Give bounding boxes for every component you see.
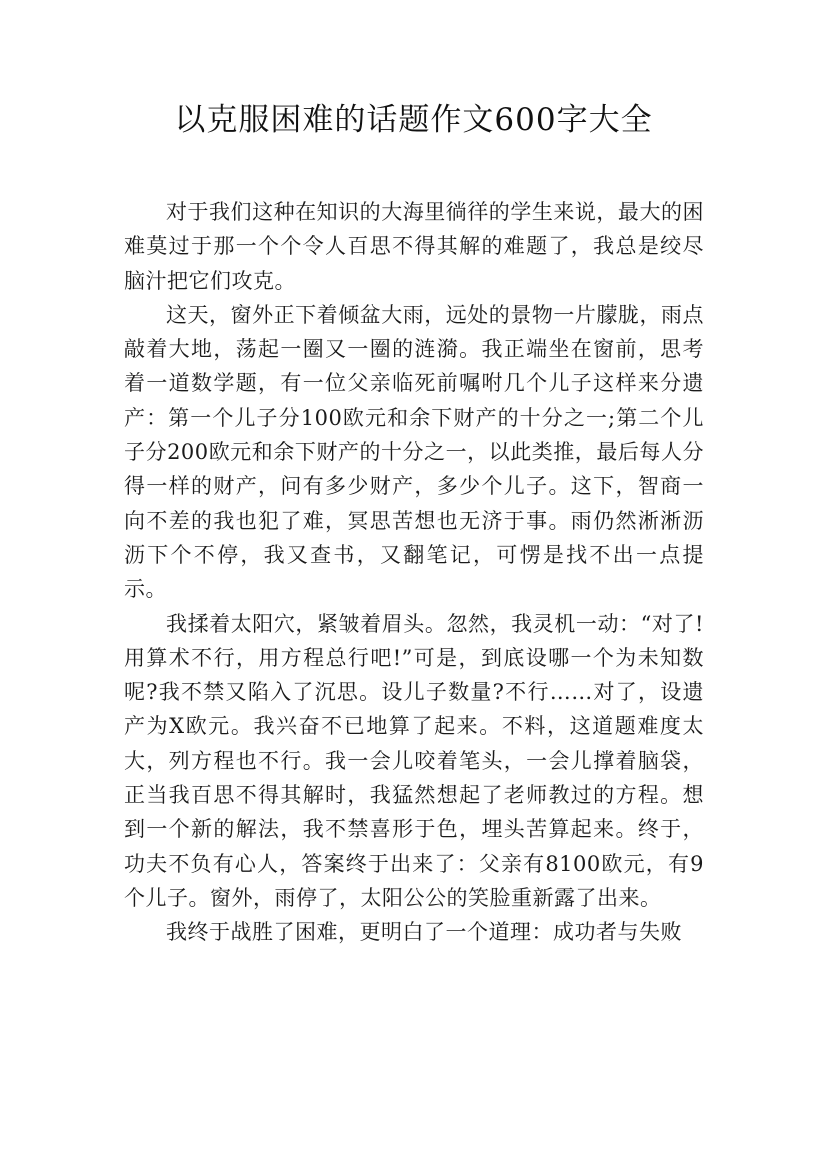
document-title: 以克服困难的话题作文600字大全 xyxy=(174,102,653,138)
paragraph: 这天，窗外正下着倾盆大雨，远处的景物一片朦胧，雨点敲着大地，荡起一圈又一圈的涟漪。我正端坐在窗前，思考着一道数学题，有一位父亲临死前嘱咐几个儿子这样来分遗产：第一个儿子分100欧元和余下财产的十分之一;第二个儿子分200欧元和余下财产的十分之一，以此类推，最后每人分得一样的财产，问有多少财产，多少个儿子。这下，智商一向不差的我也犯了难，冥思苦想也无济于事。雨仍然淅淅沥沥下个不停，我又查书，又翻笔记，可愣是找不出一点提示。 xyxy=(124,302,704,602)
paragraph: 我终于战胜了困难，更明白了一个道理：成功者与失败 xyxy=(166,920,682,945)
document-body xyxy=(124,195,704,950)
paragraph: 对于我们这种在知识的大海里徜徉的学生来说，最大的困难莫过于那一个个令人百思不得其解的难题了，我总是绞尽脑汁把它们攻克。 xyxy=(124,200,704,293)
paragraph: 我揉着太阳穴，紧皱着眉头。忽然，我灵机一动：“对了!用算术不行，用方程总行吧!”可是，到底设哪一个为未知数呢?我不禁又陷入了沉思。设儿子数量?不行……对了，设遗产为X欧元。我兴奋不已地算了起来。不料，这道题难度太大，列方程也不行。我一会儿咬着笔头，一会儿撑着脑袋，正当我百思不得其解时，我猛然想起了老师教过的方程。想到一个新的解法，我不禁喜形于色，埋头苦算起来。终于，功夫不负有心人，答案终于出来了：父亲有8100欧元，有9个儿子。窗外，雨停了，太阳公公的笑脸重新露了出来。 xyxy=(124,611,704,910)
